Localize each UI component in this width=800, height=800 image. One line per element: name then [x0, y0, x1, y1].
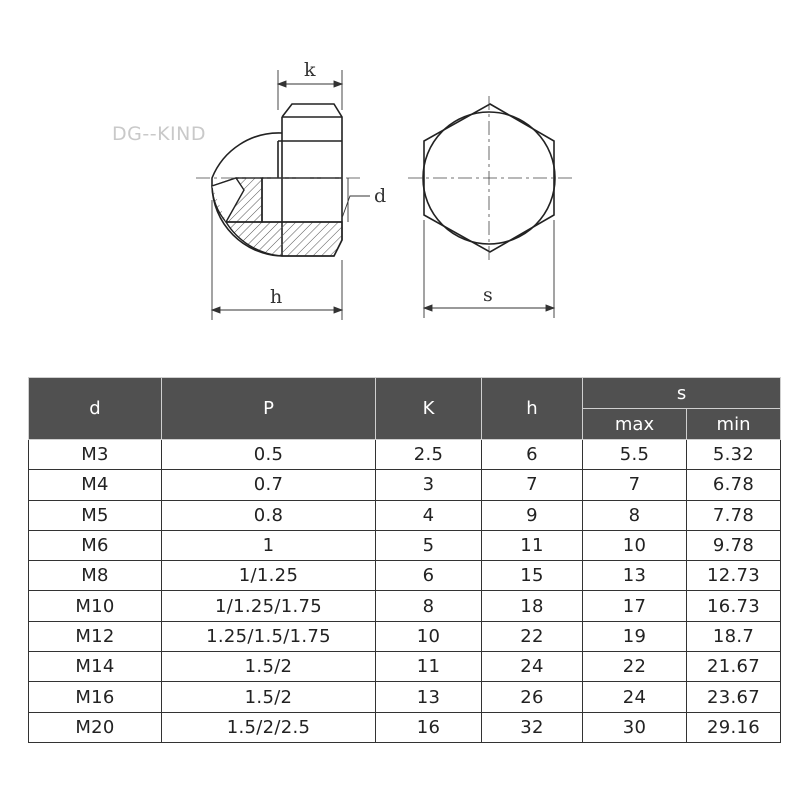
header-d: d [29, 378, 162, 440]
cell-k: 5 [376, 530, 482, 560]
cell-d: M14 [29, 652, 162, 682]
cell-h: 7 [482, 470, 583, 500]
table-row [29, 621, 781, 651]
cell-p: 0.5 [162, 440, 376, 470]
cell-s-max: 19 [583, 621, 687, 651]
table-row [29, 561, 781, 591]
cell-d: M5 [29, 500, 162, 530]
dimension-table [28, 377, 781, 743]
cell-h: 15 [482, 561, 583, 591]
table-row [29, 652, 781, 682]
cell-s-min: 12.73 [687, 561, 781, 591]
label-s: s [483, 284, 493, 306]
cell-s-min: 29.16 [687, 712, 781, 742]
thread-hole [262, 178, 342, 222]
cell-s-min: 21.67 [687, 652, 781, 682]
cell-p: 1.5/2 [162, 682, 376, 712]
cell-s-max: 17 [583, 591, 687, 621]
table-row [29, 530, 781, 560]
cell-k: 2.5 [376, 440, 482, 470]
label-d: d [374, 185, 387, 207]
cell-d: M6 [29, 530, 162, 560]
cell-d: M3 [29, 440, 162, 470]
cell-k: 13 [376, 682, 482, 712]
cell-k: 16 [376, 712, 482, 742]
cell-k: 4 [376, 500, 482, 530]
cell-h: 18 [482, 591, 583, 621]
header-p: P [162, 378, 376, 440]
cell-p: 1 [162, 530, 376, 560]
cell-h: 26 [482, 682, 583, 712]
table-row [29, 470, 781, 500]
cell-p: 0.7 [162, 470, 376, 500]
cell-h: 11 [482, 530, 583, 560]
cell-k: 8 [376, 591, 482, 621]
table-row [29, 500, 781, 530]
cell-h: 22 [482, 621, 583, 651]
dimension-d [342, 178, 370, 222]
cell-k: 6 [376, 561, 482, 591]
cell-d: M4 [29, 470, 162, 500]
cell-p: 1/1.25 [162, 561, 376, 591]
cell-s-min: 23.67 [687, 682, 781, 712]
cap-nut-technical-drawing [0, 0, 800, 360]
cell-h: 24 [482, 652, 583, 682]
cell-p: 1.5/2 [162, 652, 376, 682]
cell-p: 1/1.25/1.75 [162, 591, 376, 621]
cell-s-max: 24 [583, 682, 687, 712]
center-lines-top [408, 96, 572, 262]
cell-s-min: 9.78 [687, 530, 781, 560]
cell-d: M12 [29, 621, 162, 651]
header-s: s [583, 378, 781, 409]
section-hatch-lower [226, 222, 342, 256]
cell-k: 3 [376, 470, 482, 500]
cell-h: 6 [482, 440, 583, 470]
cell-d: M16 [29, 682, 162, 712]
cell-s-max: 5.5 [583, 440, 687, 470]
cell-h: 32 [482, 712, 583, 742]
cell-s-max: 10 [583, 530, 687, 560]
cell-p: 1.25/1.5/1.75 [162, 621, 376, 651]
cell-s-max: 22 [583, 652, 687, 682]
watermark: DG--KIND [112, 123, 206, 145]
cell-s-min: 6.78 [687, 470, 781, 500]
cell-s-max: 13 [583, 561, 687, 591]
cell-p: 1.5/2/2.5 [162, 712, 376, 742]
cell-s-min: 5.32 [687, 440, 781, 470]
cell-h: 9 [482, 500, 583, 530]
cell-s-max: 7 [583, 470, 687, 500]
cell-k: 10 [376, 621, 482, 651]
cell-s-max: 8 [583, 500, 687, 530]
header-k: K [376, 378, 482, 440]
cell-k: 11 [376, 652, 482, 682]
cell-p: 0.8 [162, 500, 376, 530]
table-row [29, 591, 781, 621]
cell-d: M20 [29, 712, 162, 742]
cell-s-max: 30 [583, 712, 687, 742]
cell-s-min: 18.7 [687, 621, 781, 651]
cell-s-min: 16.73 [687, 591, 781, 621]
cell-d: M8 [29, 561, 162, 591]
table-row [29, 712, 781, 742]
table-row [29, 682, 781, 712]
label-k: k [304, 59, 316, 81]
table-row [29, 440, 781, 470]
label-h: h [270, 286, 283, 308]
cell-s-min: 7.78 [687, 500, 781, 530]
table-body [29, 440, 781, 743]
header-s-min: min [687, 409, 781, 440]
cell-d: M10 [29, 591, 162, 621]
header-h: h [482, 378, 583, 440]
header-s-max: max [583, 409, 687, 440]
